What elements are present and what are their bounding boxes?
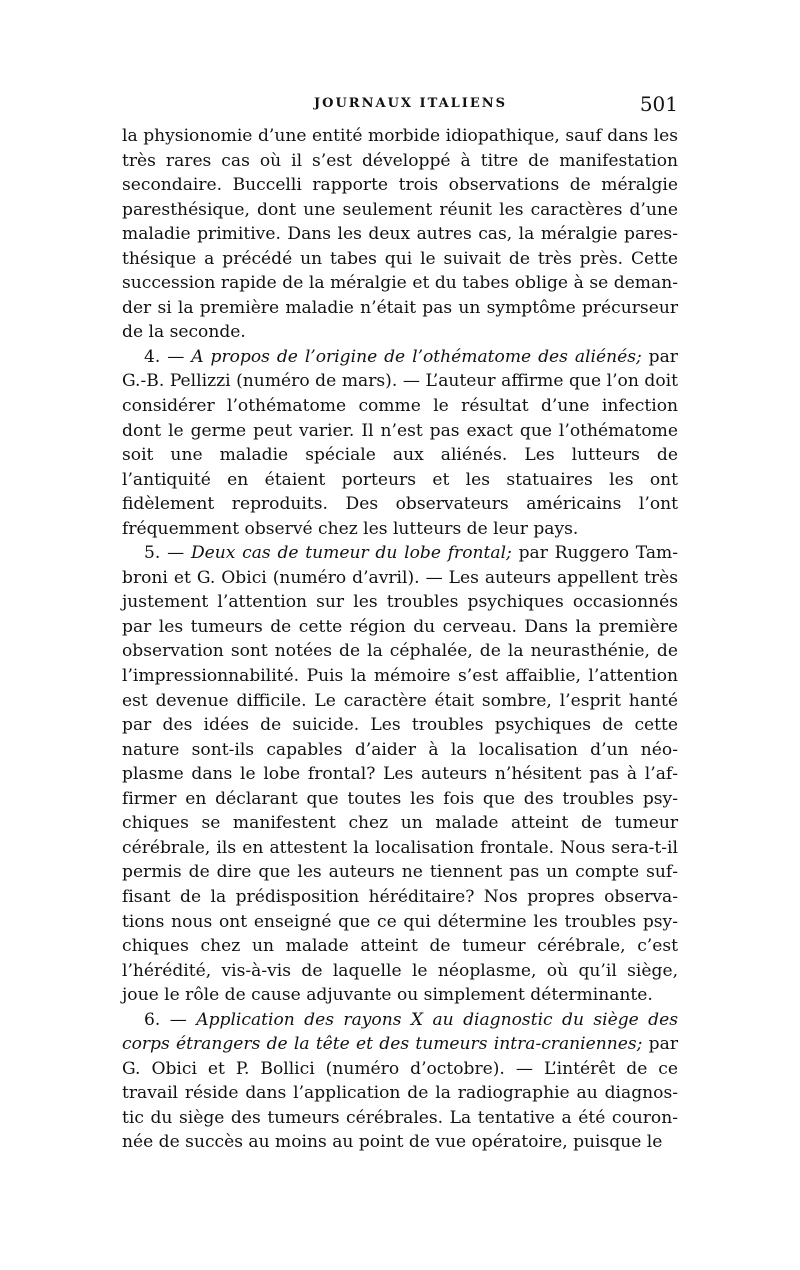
paragraph-continuation [122,124,678,345]
page-header [122,92,678,118]
page-number: 501 [639,92,678,116]
article-title: A propos de l’origine de l’othématome des aliénés; [191,346,642,367]
item-number: 4. — [144,346,192,367]
item-number: 5. — [144,543,191,564]
running-head: JOURNAUX ITALIENS [314,96,508,111]
item-number: 6. — [144,1009,197,1030]
paragraph-text: par G.-B. Pellizzi (numéro de mars). — L’auteur affirme que l’on doit considérer l’othématome comme le résultat d’une infection dont le germe peut varier. Il n’est pas exact que l’othématome soit une maladie spéciale aux aliénés. Les lutteurs de l’antiquité en étaient porteurs et les statuaires les ont fidèlement reproduits. Des observateurs américains l’ont fréquemment observé chez les lutteurs de leur pays. [122,346,678,539]
paragraph-item-4 [122,345,678,541]
paragraph-text: par G. Obici et P. Bollici (numéro d’octobre). — L’intérêt de ce travail réside dans l’application de la radiographie au diagnostic du siège des tumeurs cérébrales. La tentative a été couronnée de succès au moins au point de vue opératoire, puisque le [122,1034,678,1153]
paragraph-item-6 [122,1008,678,1155]
body-text [122,124,678,1155]
paragraph-text: par Ruggero Tambroni et G. Obici (numéro d’avril). — Les auteurs appellent très justement l’attention sur les troubles psychiques occasionnés par les tumeurs de cette région du cerveau. Dans la première observation sont notées de la céphalée, de la neurasthénie, de l’impressionnabilité. Puis la mémoire s’est affaiblie, l’attention est devenue difficile. Le caractère était sombre, l’esprit hanté par des idées de suicide. Les troubles psychiques de cette nature sont-ils capables d’aider à la localisation d’un néoplasme dans le lobe frontal? Les auteurs n’hésitent pas à l’affirmer en déclarant que toutes les fois que des troubles psychiques se manifestent chez un malade atteint de tumeur cérébrale, ils en attestent la localisation frontale. Nous sera-t-il permis de dire que les auteurs ne tiennent pas un compte suffisant de la prédisposition héréditaire? Nos propres observations nous ont enseigné que ce qui détermine les troubles psychiques chez un malade atteint de tumeur cérébrale, c’est l’hérédité, vis-à-vis de laquelle le néoplasme, où qu’il siège, joue le rôle de cause adjuvante ou simplement déterminante. [122,543,678,1006]
book-page [122,92,678,1155]
article-title: Deux cas de tumeur du lobe frontal; [190,543,512,564]
article-title: Application des rayons X au diagnostic du siège des corps étrangers de la tête et des tumeurs intra-craniennes; [122,1009,679,1055]
paragraph-text: la physionomie d’une entité morbide idiopathique, sauf dans les très rares cas où il s’est développé à titre de manifestation secondaire. Buccelli rapporte trois observations de méralgie paresthésique, dont une seulement réunit les caractères d’une maladie primitive. Dans les deux autres cas, la méralgie paresthésique a précédé un tabes qui le suivait de très près. Cette succession rapide de la méralgie et du tabes oblige à se demander si la première maladie n’était pas un symptôme précurseur de la seconde. [122,126,678,343]
paragraph-item-5 [122,541,678,1007]
